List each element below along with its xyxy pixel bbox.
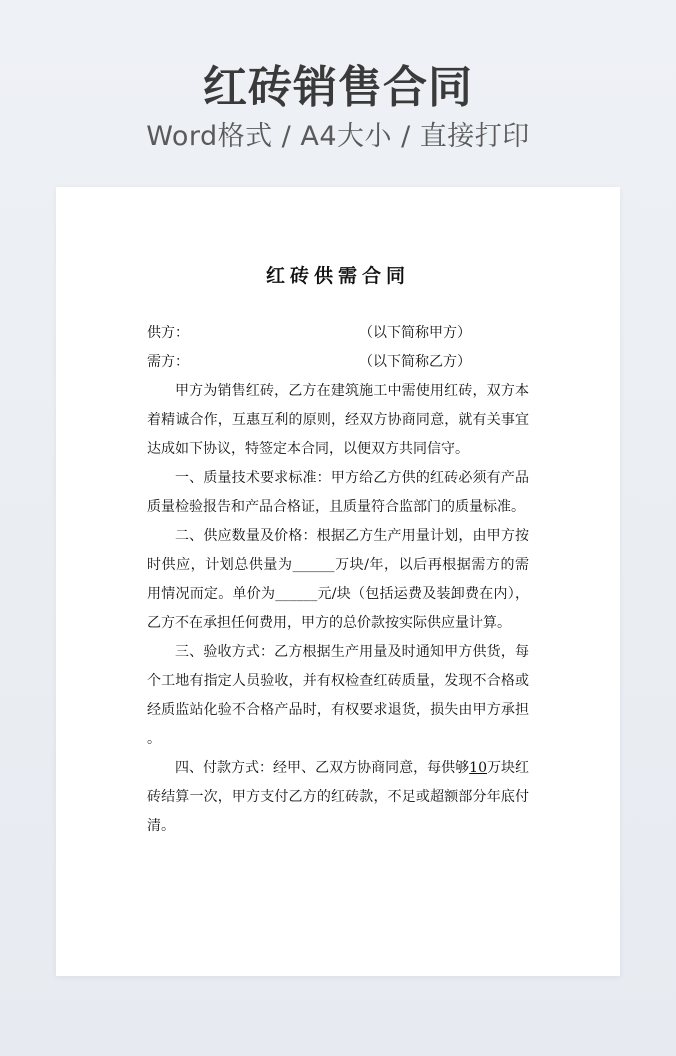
quantity-price-text-3: 元/块（包括运费及装卸费在内），乙方不在承担任何费用，甲方的总价款按实际供应量计算。 xyxy=(147,586,530,631)
settlement-amount: 10 xyxy=(469,760,487,776)
quantity-price-text-2: 万块/年，以后再根据需方的需用情况而定。单价为 xyxy=(147,557,530,602)
quantity-price-clause xyxy=(147,522,529,638)
acceptance-clause: 三、验收方式：乙方根据生产用量及时通知甲方供货，每个工地有指定人员验收，并有权检查红砖质量，发现不合格或经质监站化验不合格产品时，有权要求退货，损失由甲方承担。 xyxy=(147,644,529,747)
document-page xyxy=(56,187,620,976)
supplier-note: （以下简称甲方） xyxy=(359,325,471,341)
payment-text-1: 四、付款方式：经甲、乙双方协商同意，每供够 xyxy=(175,760,470,776)
quantity-price-text-1: 二、供应数量及价格：根据乙方生产用量计划，由甲方按时供应，计划总供量为 xyxy=(147,528,529,573)
quality-clause: 一、质量技术要求标准：甲方给乙方供的红砖必须有产品质量检验报告和产品合格证，且质量符合监部门的质量标准。 xyxy=(147,470,529,515)
document-body xyxy=(147,319,529,841)
demander-row xyxy=(147,348,529,377)
intro-paragraph: 甲方为销售红砖，乙方在建筑施工中需使用红砖，双方本着精诚合作，互惠互利的原则，经双方协商同意，就有关事宜达成如下协议，特签定本合同，以便双方共同信守。 xyxy=(147,383,529,457)
payment-text-2: 万块红砖结算一次，甲方支付乙方的红砖款，不足或超额部分年底付清。 xyxy=(147,760,530,834)
hero-banner xyxy=(0,0,676,180)
demander-label: 需方： xyxy=(147,354,189,370)
payment-clause xyxy=(147,754,529,841)
hero-subtitle: Word格式 / A4大小 / 直接打印 xyxy=(146,121,530,152)
annual-quantity-blank: ______ xyxy=(292,557,335,573)
document-title: 红砖供需合同 xyxy=(265,265,410,287)
hero-title: 红砖销售合同 xyxy=(203,62,473,113)
supplier-label: 供方： xyxy=(147,325,189,341)
unit-price-blank: ______ xyxy=(275,586,318,602)
demander-note: （以下简称乙方） xyxy=(359,354,471,370)
supplier-row xyxy=(147,319,529,348)
